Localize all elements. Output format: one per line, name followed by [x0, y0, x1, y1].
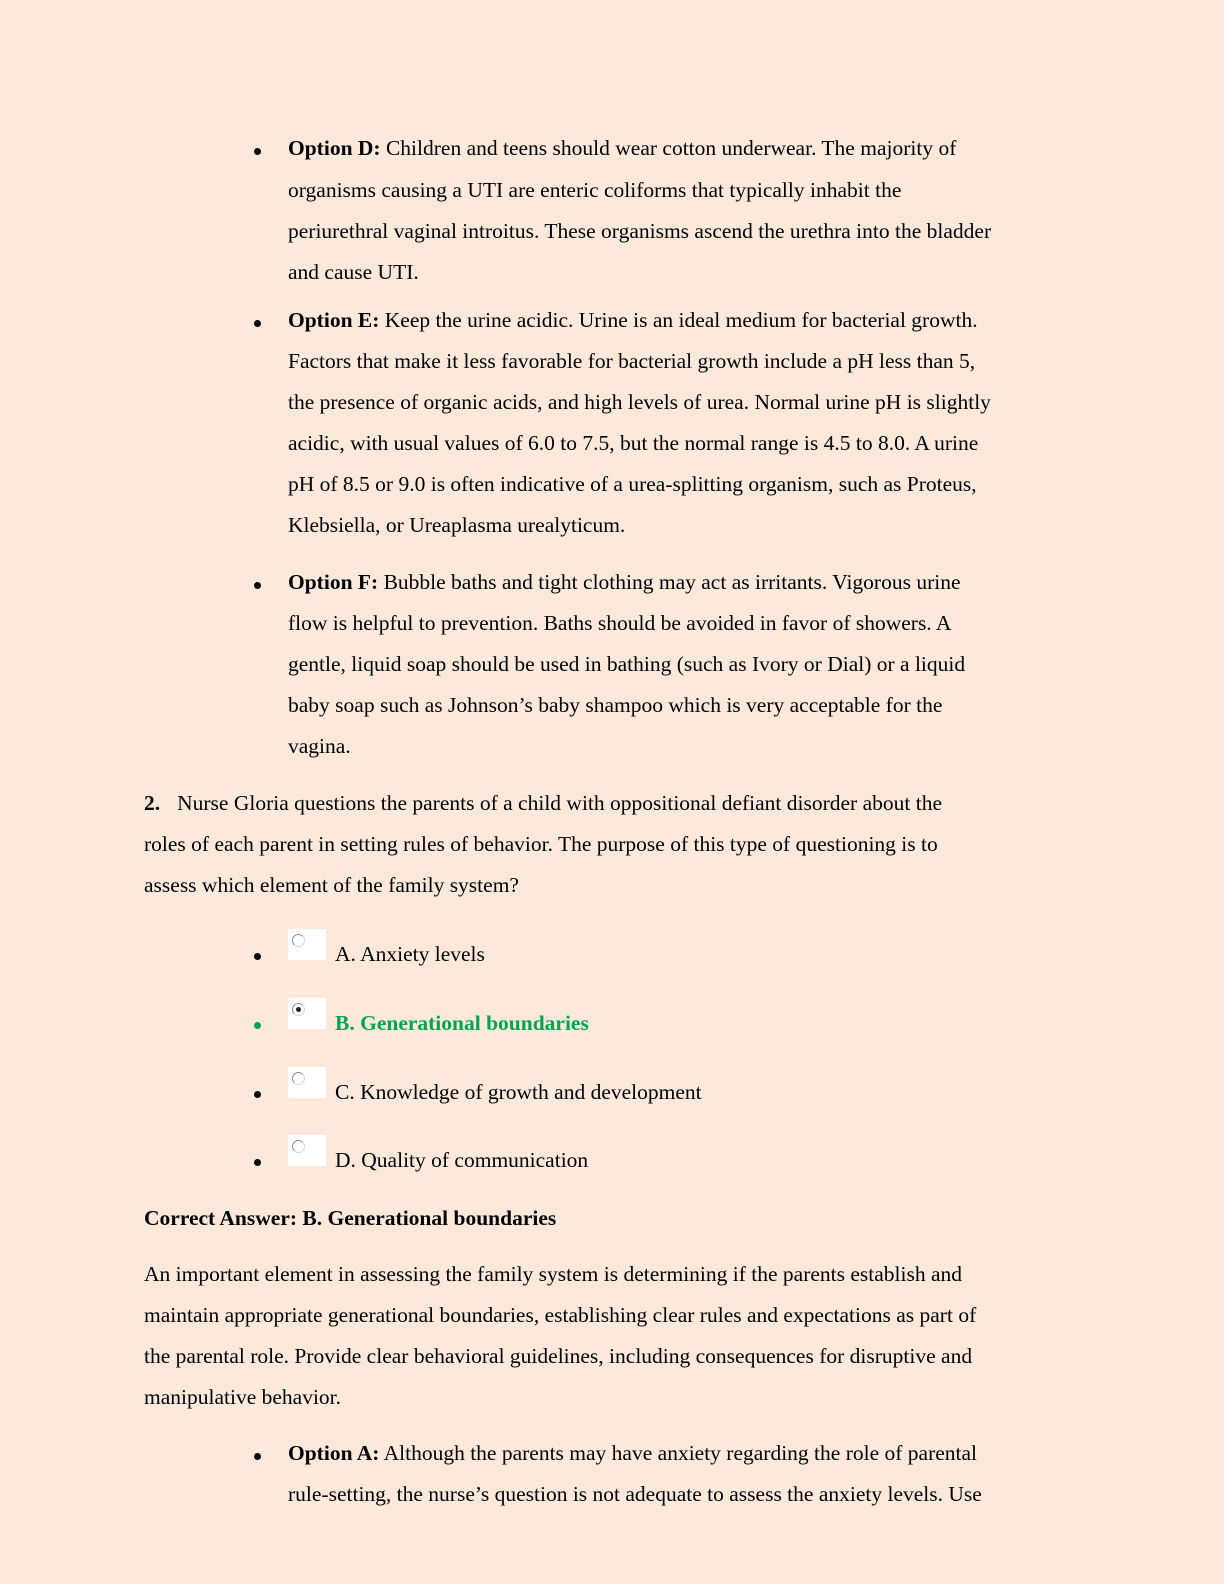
question-line-3: assess which element of the family system?: [144, 873, 519, 897]
bullet: [254, 1091, 261, 1098]
option-f-line-3: gentle, liquid soap should be used in bathing (such as Ivory or Dial) or a liquid: [288, 652, 966, 676]
radio-button[interactable]: [292, 1072, 305, 1085]
option-e-line-4: acidic, with usual values of 6.0 to 7.5, but the normal range is 4.5 to 8.0. A urine: [288, 431, 979, 455]
choice-c-radio[interactable]: [288, 1067, 326, 1098]
bullet: [254, 953, 261, 960]
option-f-line-1: [288, 562, 961, 603]
radio-button[interactable]: [292, 1140, 305, 1153]
bullet: [254, 148, 261, 155]
explanation-line-4: manipulative behavior.: [144, 1385, 342, 1409]
option-e-label: Option E:: [288, 308, 380, 332]
option-f-line-4: baby soap such as Johnson’s baby shampoo which is very acceptable for the: [288, 693, 943, 717]
correct-answer-heading: Correct Answer: B. Generational boundaries: [144, 1206, 557, 1230]
option-d-label: Option D:: [288, 136, 381, 160]
choice-c-label[interactable]: C. Knowledge of growth and development: [335, 1080, 702, 1104]
option-e-line-6: Klebsiella, or Ureaplasma urealyticum.: [288, 513, 626, 537]
option-a-label: Option A:: [288, 1441, 380, 1465]
choice-a-label[interactable]: A. Anxiety levels: [335, 942, 485, 966]
question-number: 2.: [144, 791, 161, 815]
choice-a-radio[interactable]: [288, 929, 326, 960]
radio-button[interactable]: [292, 934, 305, 947]
option-f-text: Bubble baths and tight clothing may act as irritants. Vigorous urine: [378, 570, 961, 594]
option-a-text: Although the parents may have anxiety regarding the role of parental: [379, 1441, 978, 1465]
option-f-line-5: vagina.: [288, 734, 351, 758]
option-d-line-2: organisms causing a UTI are enteric coliforms that typically inhabit the: [288, 178, 902, 202]
bullet: [254, 1022, 261, 1029]
option-e-line-3: the presence of organic acids, and high levels of urea. Normal urine pH is slightly: [288, 390, 991, 414]
choice-b-radio[interactable]: [288, 998, 326, 1029]
option-e-line-1: [288, 300, 978, 341]
option-e-line-2: Factors that make it less favorable for bacterial growth include a pH less than 5,: [288, 349, 976, 373]
bullet: [254, 582, 261, 589]
choice-b-label[interactable]: B. Generational boundaries: [335, 1011, 589, 1035]
option-e-line-5: pH of 8.5 or 9.0 is often indicative of a urea-splitting organism, such as Proteus,: [288, 472, 977, 496]
explanation-line-1: An important element in assessing the family system is determining if the parents establish and: [144, 1262, 963, 1286]
option-d-line-3: periurethral vaginal introitus. These organisms ascend the urethra into the bladder: [288, 219, 992, 243]
radio-button-selected[interactable]: [292, 1003, 305, 1016]
explanation-line-2: maintain appropriate generational boundaries, establishing clear rules and expectations as part of: [144, 1303, 977, 1327]
explanation-line-3: the parental role. Provide clear behavioral guidelines, including consequences for disruptive and: [144, 1344, 973, 1368]
option-f-line-2: flow is helpful to prevention. Baths should be avoided in favor of showers. A: [288, 611, 952, 635]
option-d-line-4: and cause UTI.: [288, 260, 419, 284]
bullet: [254, 1159, 261, 1166]
choice-d-radio[interactable]: [288, 1135, 326, 1166]
radio-dot-icon: [296, 1007, 301, 1012]
option-d-line-1: [288, 128, 956, 169]
option-e-text: Keep the urine acidic. Urine is an ideal medium for bacterial growth.: [379, 308, 978, 332]
option-f-label: Option F:: [288, 570, 379, 594]
option-a-line-2: rule-setting, the nurse’s question is not adequate to assess the anxiety levels. Use: [288, 1482, 982, 1506]
question-line-1: [144, 783, 942, 824]
bullet: [254, 320, 261, 327]
option-a-line-1: [288, 1433, 977, 1474]
bullet: [254, 1453, 261, 1460]
question-line-2: roles of each parent in setting rules of behavior. The purpose of this type of questioning is to: [144, 832, 938, 856]
choice-d-label[interactable]: D. Quality of communication: [335, 1148, 589, 1172]
option-d-text: Children and teens should wear cotton underwear. The majority of: [380, 136, 957, 160]
question-text: Nurse Gloria questions the parents of a child with oppositional defiant disorder about the: [177, 791, 942, 815]
